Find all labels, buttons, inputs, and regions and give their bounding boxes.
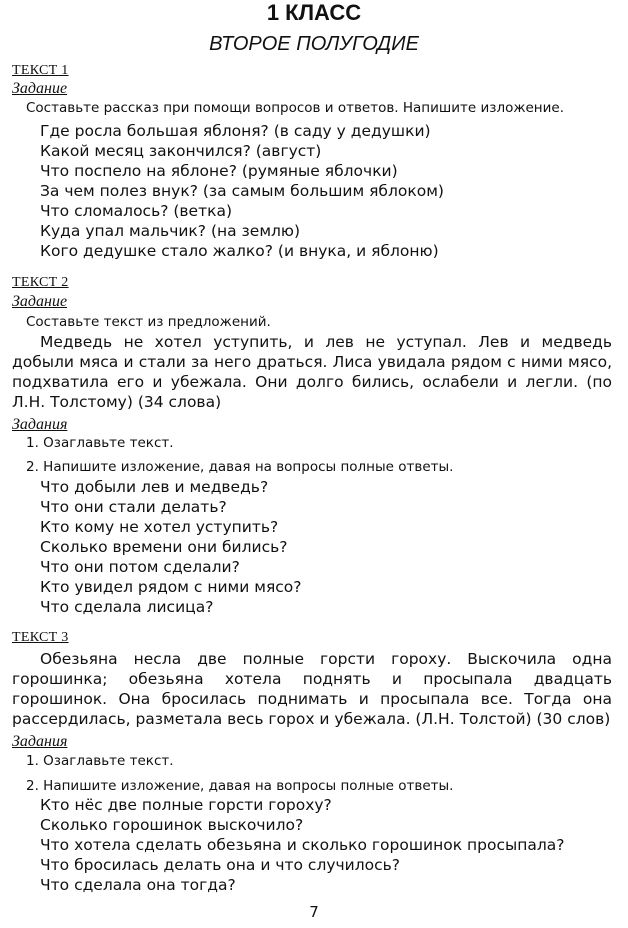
text2-question: Что они стали делать? xyxy=(40,498,227,516)
text1-line: За чем полез внук? (за самым большим яблоком) xyxy=(40,182,444,200)
text1-line: Где росла большая яблоня? (в саду у дедушки) xyxy=(40,122,431,140)
text2-question: Сколько времени они бились? xyxy=(40,538,288,556)
text2-tasks-label: Задания xyxy=(12,416,68,433)
text2-title: ТЕКСТ 2 xyxy=(12,275,69,290)
text3-question: Сколько горошинок выскочило? xyxy=(40,816,304,834)
text3-task-2: 2. Напишите изложение, давая на вопросы полные ответы. xyxy=(26,778,454,794)
text3-question: Что хотела сделать обезьяна и сколько горошинок просыпала? xyxy=(40,836,565,854)
semester-heading: ВТОРОЕ ПОЛУГОДИЕ xyxy=(209,33,419,55)
text1-instruction: Составьте рассказ при помощи вопросов и ответов. Напишите изложение. xyxy=(26,100,565,116)
text1-line: Какой месяц закончился? (август) xyxy=(40,142,322,160)
text3-question: Что бросилась делать она и что случилось? xyxy=(40,856,401,874)
text2-question: Кто кому не хотел уступить? xyxy=(40,518,279,536)
text2-question: Кто увидел рядом с ними мясо? xyxy=(40,578,302,596)
text1-title: ТЕКСТ 1 xyxy=(12,63,69,78)
grade-heading: 1 КЛАСС xyxy=(266,0,362,25)
text2-task-label: Задание xyxy=(12,293,68,310)
text3-tasks-label: Задания xyxy=(12,733,68,750)
text3-paragraph: Обезьяна несла две полные горсти гороху. Выскочила одна горошинка; обезьяна хотела поднять и просыпала двадцать горошинок. Она бросилась поднимать и просыпала все. Тогда она рассердилась, разметала весь горох и убежала. (Л.Н. Толстой) (30 слов) xyxy=(12,650,612,728)
text1-line: Что сломалось? (ветка) xyxy=(40,202,233,220)
text1-line: Куда упал мальчик? (на землю) xyxy=(40,222,301,240)
text2-question: Что добыли лев и медведь? xyxy=(40,478,269,496)
text2-question: Что они потом сделали? xyxy=(40,558,240,576)
text1-line: Кого дедушке стало жалко? (и внука, и яблоню) xyxy=(40,242,439,260)
text1-task-label: Задание xyxy=(12,80,68,97)
text2-paragraph: Медведь не хотел уступить, и лев не уступал. Лев и медведь добыли мяса и стали за него драться. Лиса увидала рядом с ними мясо, подхватила его и убежала. Они долго бились, ослабели и легли. (по Л.Н. Толстому) (34 слова) xyxy=(12,333,612,411)
text2-instruction: Составьте текст из предложений. xyxy=(26,314,271,330)
text2-task-1: 1. Озаглавьте текст. xyxy=(26,435,174,451)
text3-question: Что сделала она тогда? xyxy=(40,876,236,894)
text3-task-1: 1. Озаглавьте текст. xyxy=(26,753,174,769)
text2-question: Что сделала лисица? xyxy=(40,598,214,616)
page-number: 7 xyxy=(309,903,319,921)
text3-title: ТЕКСТ 3 xyxy=(12,630,69,645)
text2-task-2: 2. Напишите изложение, давая на вопросы полные ответы. xyxy=(26,459,454,475)
text1-line: Что поспело на яблоне? (румяные яблочки) xyxy=(40,162,398,180)
text3-question: Кто нёс две полные горсти гороху? xyxy=(40,796,332,814)
